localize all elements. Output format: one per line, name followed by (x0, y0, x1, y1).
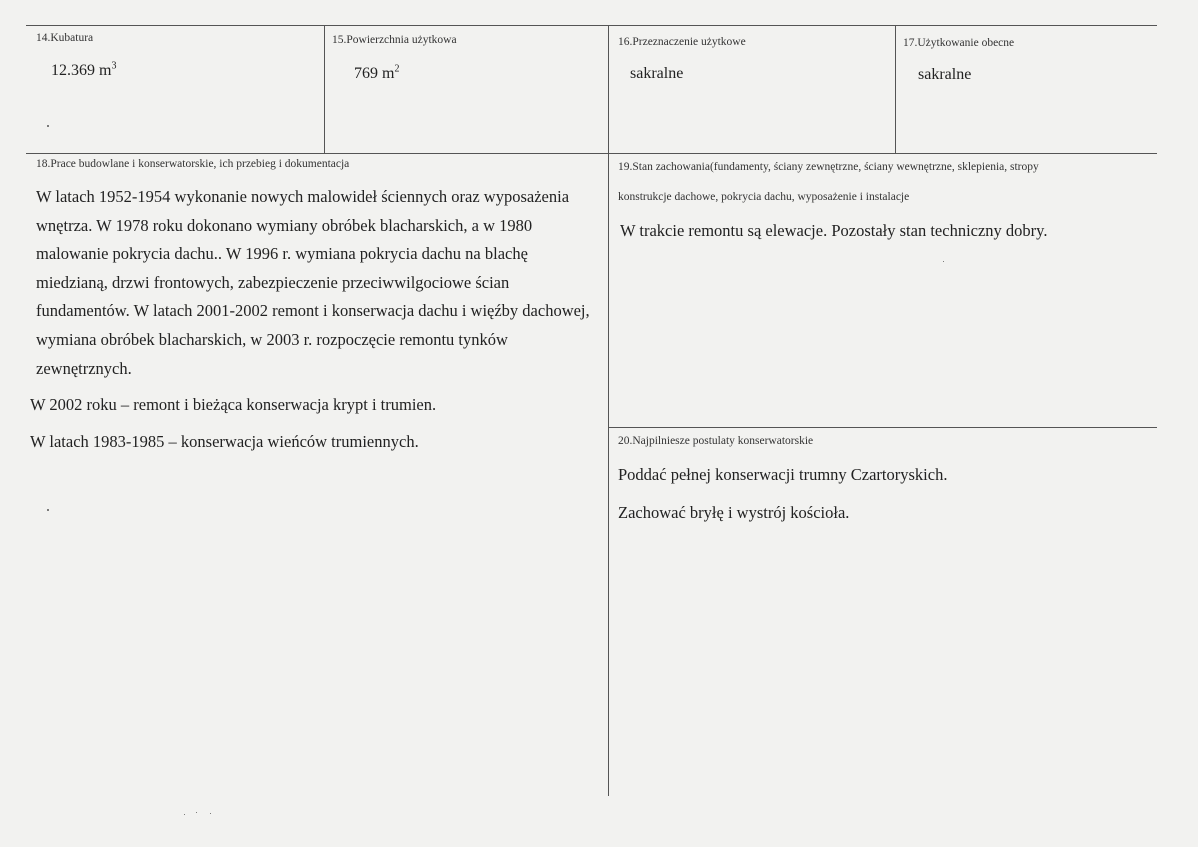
works-label: 18.Prace budowlane i konserwatorskie, ich przebieg i dokumentacja (36, 158, 350, 170)
condition-label-line2: konstrukcje dachowe, pokrycia dachu, wyposażenie i instalacje (618, 191, 910, 203)
right-section-divider (608, 427, 1157, 428)
uzytkowanie-label: 17.Użytkowanie obecne (903, 37, 1015, 49)
przeznaczenie-value: sakralne (630, 65, 684, 82)
postulates-label: 20.Najpilniesze postulaty konserwatorskie (618, 435, 814, 447)
kubatura-exponent: 3 (111, 60, 117, 72)
scan-speck (47, 125, 49, 127)
works-line-crypts: W 2002 roku – remont i bieżąca konserwacja krypt i trumien. (30, 395, 437, 414)
col-divider-3 (895, 26, 896, 154)
row-divider (26, 153, 1157, 154)
powierzchnia-exponent: 2 (394, 63, 400, 75)
postulate-church: Zachować bryłę i wystrój kościoła. (618, 503, 850, 522)
kubatura-value (51, 62, 116, 80)
przeznaczenie-label: 16.Przeznaczenie użytkowe (618, 36, 746, 48)
scan-speck (184, 814, 185, 815)
kubatura-number: 12.369 m (51, 62, 112, 79)
powierzchnia-value (354, 65, 399, 83)
col-divider-1 (324, 26, 325, 154)
postulate-coffins: Poddać pełnej konserwacji trumny Czartoryskich. (618, 465, 948, 484)
kubatura-label: 14.Kubatura (36, 32, 94, 44)
uzytkowanie-value: sakralne (918, 66, 972, 83)
scan-speck (196, 812, 197, 813)
powierzchnia-label: 15.Powierzchnia użytkowa (332, 34, 457, 46)
condition-label-line1: 19.Stan zachowania(fundamenty, ściany zewnętrzne, ściany wewnętrzne, sklepienia, stropy (618, 161, 1039, 173)
scan-speck (210, 813, 211, 814)
powierzchnia-number: 769 m (354, 65, 395, 82)
works-paragraph: W latach 1952-1954 wykonanie nowych malowideł ściennych oraz wyposażenia wnętrza. W 1978 roku dokonano wymiany obróbek blacharskich, a w 1980 malowanie pokrycia dachu.. W 1996 r. wymiana pokrycia dachu na blachę miedzianą, drzwi frontowych, zabezpieczenie przeciwwilgociowe ścian fundamentów. W latach 2001-2002 remont i konserwacja dachu i więźby dachowej, wymiana obróbek blacharskich, w 2003 r. rozpoczęcie remontu tynków zewnętrznych. (36, 187, 590, 378)
col-divider-2 (608, 26, 609, 796)
condition-text: W trakcie remontu są elewacje. Pozostały stan techniczny dobry. (620, 221, 1048, 240)
works-line-wreaths: W latach 1983-1985 – konserwacja wieńców trumiennych. (30, 432, 419, 451)
top-rule (26, 25, 1157, 26)
scan-speck (47, 509, 49, 511)
scan-speck (943, 261, 944, 262)
